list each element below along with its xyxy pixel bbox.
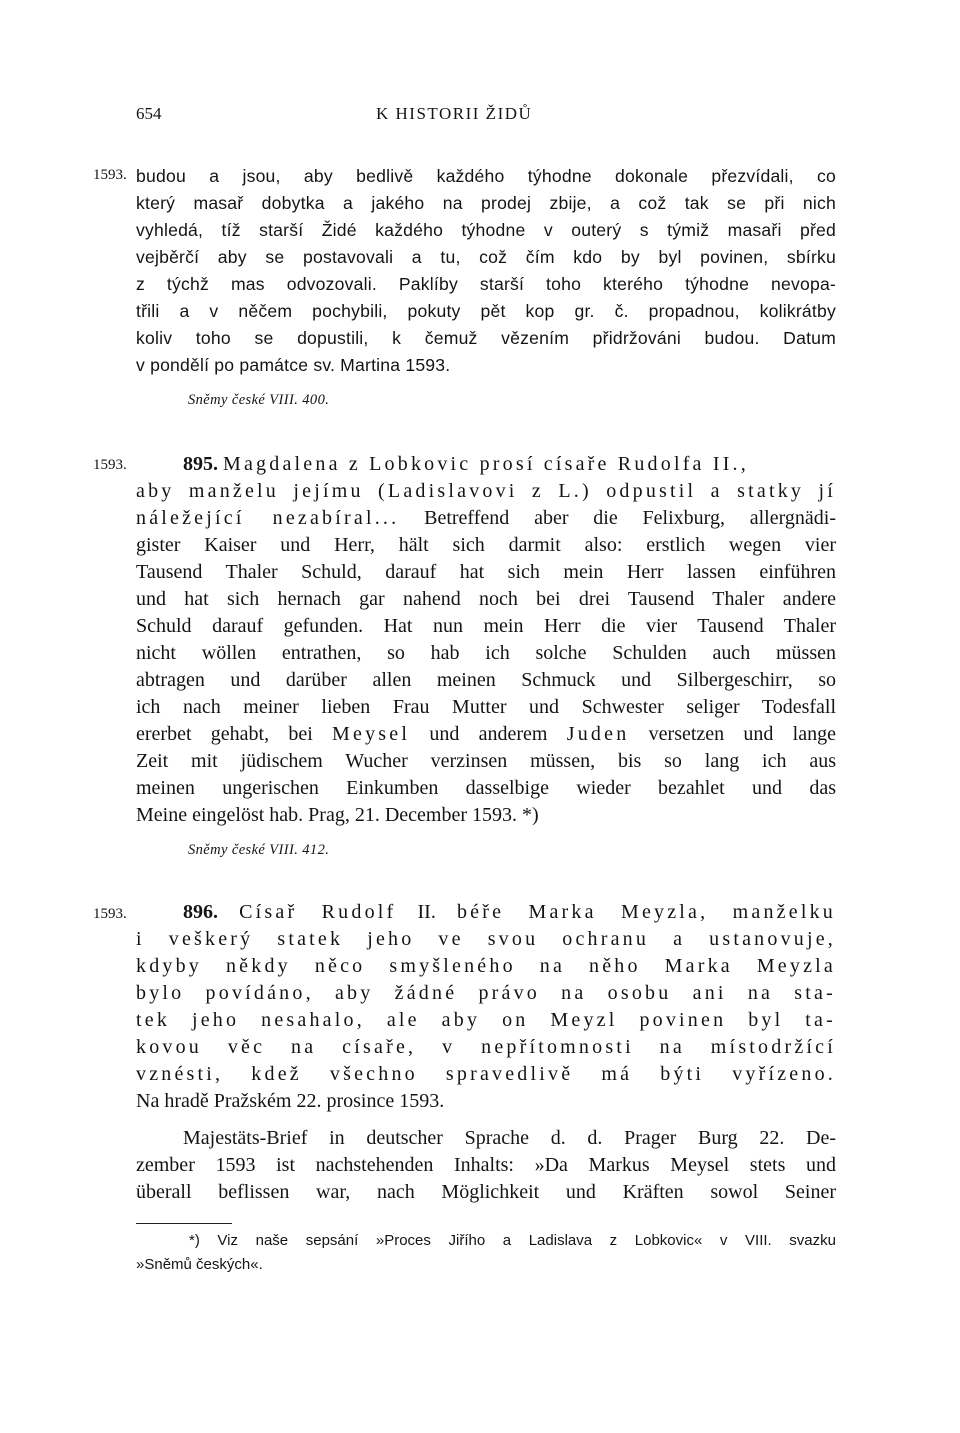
name-spaced: Juden [566,723,630,745]
text-run: ererbet gehabt, bei [136,723,333,745]
text-line: Na hradě Pražském 22. prosince 1593. [136,1090,445,1112]
text-run: II. [396,901,457,923]
text-line: třili a v něčem pochybili, pokuty pět kop gr. č. propadnou, kolikrátby [136,301,836,321]
text-line: zember 1593 ist nachstehenden Inhalts: »Da Markus Meysel stets und [136,1154,836,1176]
text-line: Meine eingelöst hab. Prag, 21. December 1593. *) [136,804,539,826]
entry-summary: náležející nezabíral... [136,507,400,529]
text-line: meinen ungerischen Einkumben dasselbige wieder bezahlet und das [136,777,836,799]
page-number: 654 [136,104,162,123]
text-line: abtragen und darüber allen meinen Schmuck und Silbergeschirr, so [136,669,836,691]
entry-summary-line: kovou věc na císaře, v nepřítomnosti na místodržící [136,1036,836,1058]
entry-summary: béře Marka Meyzla, manželku [456,901,836,923]
text-line: vejběrčí aby se postavovali a tu, což čím kdo by byl povinen, sbírku [136,247,836,267]
text-line: Schuld darauf gefunden. Hat nun mein Herr die vier Tausend Thaler [136,615,836,637]
footnote-line: »Sněmů českých«. [136,1256,263,1273]
entry-summary-line: bylo povídáno, aby žádné právo na osobu ani na sta- [136,982,836,1004]
source-citation: Sněmy české VIII. 400. [188,392,330,408]
text-line: überall beflissen war, nach Möglichkeit und Kräften sowol Seiner [136,1181,836,1203]
text-line: vyhledá, tíž starší Židé každého týhodne v outerý s týmiž masaři před [136,220,836,240]
text-run: Betreffend aber die Felixburg, allergnädi- [399,507,837,529]
text-run: und anderem [410,723,567,745]
text-line: gister Kaiser und Herr, hält sich darmit also: erstlich wegen vier [136,534,836,556]
entry-summary: Císař Rudolf [239,901,397,923]
running-title: K HISTORII ŽIDŮ [376,104,533,123]
entry-year: 1593. [93,167,127,183]
entry-summary-line: aby manželu jejímu (Ladislavovi z L.) odpustil a statky jí [136,480,836,502]
entry-heading-line [183,451,836,478]
entry-summary-line: i veškerý statek jeho ve svou ochranu a ustanovuje, [136,928,836,950]
entry-summary: Magdalena z Lobkovic prosí císaře Rudolfa II., [223,453,749,475]
text-line [136,721,836,748]
entry-year: 1593. [93,906,127,922]
text-line: Tausend Thaler Schuld, darauf hat sich mein Herr lassen einführen [136,561,836,583]
text-line: und hat sich hernach gar nahend noch bei drei Tausend Thaler andere [136,588,836,610]
text-line: nicht wöllen entrathen, so hab ich solche Schulden auch müssen [136,642,836,664]
text-line: který masař dobytka a jakého na prodej zbije, a což tak se při nich [136,193,836,213]
entry-heading-line [183,899,836,926]
entry-year: 1593. [93,457,127,473]
text-line [136,505,836,532]
entry-number: 896. [183,901,218,923]
text-line: budou a jsou, aby bedlivě každého týhodne dokonale přezvídali, co [136,166,836,186]
name-spaced: Meysel [332,723,411,745]
text-line: ich nach meiner lieben Frau Mutter und Schwester seliger Todesfall [136,696,836,718]
text-line: Zeit mit jüdischem Wucher verzinsen müssen, bis so lang ich aus [136,750,836,772]
text-line: v pondělí po památce sv. Martina 1593. [136,355,451,375]
source-citation: Sněmy české VIII. 412. [188,842,330,858]
entry-summary-line: tek jeho nesahalo, ale aby on Meyzl povinen byl ta- [136,1009,836,1031]
entry-summary-line: vznésti, kdež všechno spravedlivě má býti vyřízeno. [136,1063,836,1085]
text-line: z týchž mas odvozovali. Paklíby starší toho kterého týhodne nevopa- [136,274,836,294]
text-line: Majestäts-Brief in deutscher Sprache d. d. Prager Burg 22. De- [183,1127,836,1149]
footnote-rule [136,1223,232,1224]
entry-number: 895. [183,453,218,475]
footnote-line: *) Viz naše sepsání »Proces Jiřího a Ladislava z Lobkovic« v VIII. svazku [189,1232,836,1249]
text-run: versetzen und lange [629,723,836,745]
entry-summary-line: kdyby někdy něco smyšleného na něho Marka Meyzla [136,955,836,977]
text-line: koliv toho se dopustili, k čemuž vězením přidržováni budou. Datum [136,328,836,348]
